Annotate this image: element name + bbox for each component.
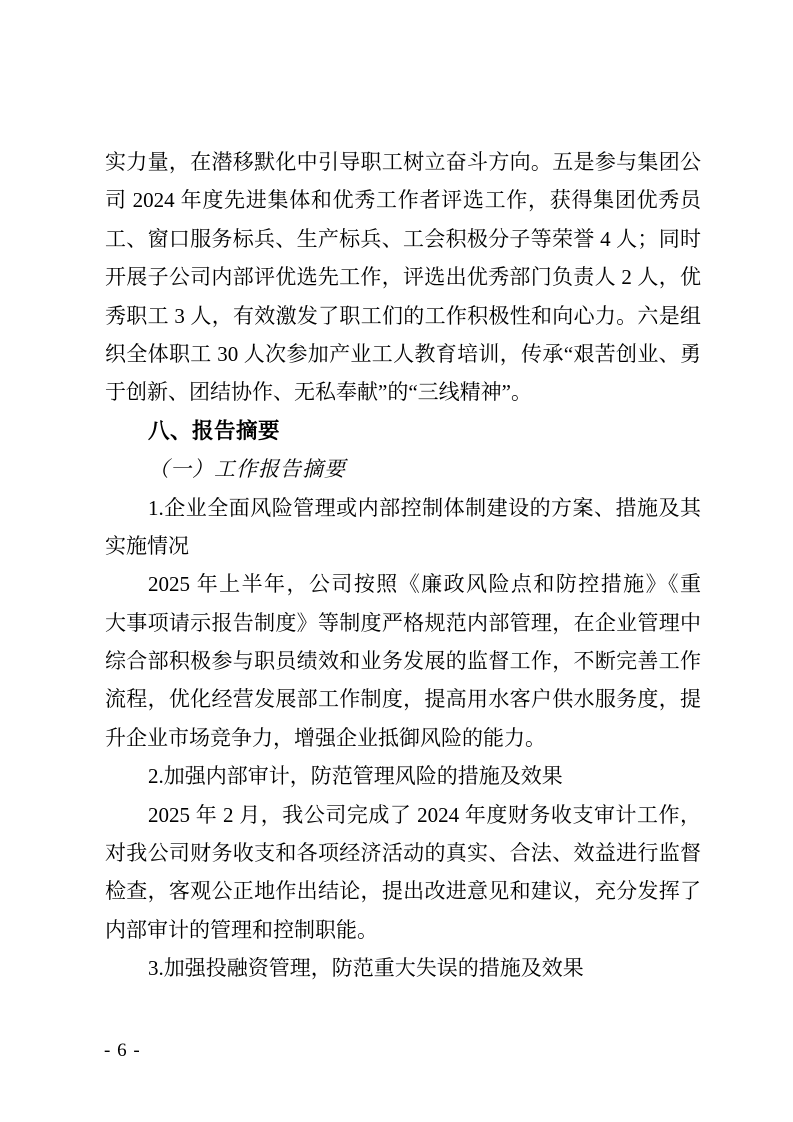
list-item-2-line: 2.加强内部审计，防范管理风险的措施及效果 [148, 764, 563, 789]
text-line: 2025 年上半年，公司按照《廉政风险点和防控措施》《重 [148, 572, 701, 597]
text-line: 大事项请示报告制度》等制度严格规范内部管理，在企业管理中 [105, 610, 701, 635]
text-line: 秀职工 3 人，有效激发了职工们的工作积极性和向心力。六是组 [105, 303, 701, 328]
text-line: 升企业市场竞争力，增强企业抵御风险的能力。 [105, 725, 546, 750]
text-line: 流程，优化经营发展部工作制度，提高用水客户供水服务度，提 [105, 687, 701, 712]
text-line: 实施情况 [105, 533, 189, 558]
list-item-1-line: 1.企业全面风险管理或内部控制体制建设的方案、措施及其 [148, 495, 701, 520]
text-line: 织全体职工 30 人次参加产业工人教育培训，传承“艰苦创业、勇 [105, 341, 701, 366]
text-line: 对我公司财务收支和各项经济活动的真实、合法、效益进行监督 [105, 841, 701, 866]
section-heading: 八、报告摘要 [148, 418, 281, 443]
text-line: 于创新、团结协作、无私奉献”的“三线精神”。 [105, 380, 532, 405]
text-line: 检查，客观公正地作出结论，提出改进意见和建议，充分发挥了 [105, 879, 701, 904]
text-line: 内部审计的管理和控制职能。 [105, 917, 378, 942]
text-line: 综合部积极参与职员绩效和业务发展的监督工作，不断完善工作 [105, 649, 701, 674]
list-item-3-line: 3.加强投融资管理，防范重大失误的措施及效果 [148, 956, 584, 981]
text-line: 实力量，在潜移默化中引导职工树立奋斗方向。五是参与集团公 [105, 150, 701, 174]
text-line: 2025 年 2 月，我公司完成了 2024 年度财务收支审计工作， [148, 802, 701, 827]
document-body [105, 143, 701, 988]
subsection-heading: （一）工作报告摘要 [148, 457, 346, 482]
text-line: 司 2024 年度先进集体和优秀工作者评选工作，获得集团优秀员 [105, 188, 701, 213]
page-number: - 6 - [104, 1040, 141, 1061]
text-line: 工、窗口服务标兵、生产标兵、工会积极分子等荣誉 4 人；同时 [105, 226, 701, 251]
text-line: 开展子公司内部评优选先工作，评选出优秀部门负责人 2 人，优 [105, 265, 701, 290]
